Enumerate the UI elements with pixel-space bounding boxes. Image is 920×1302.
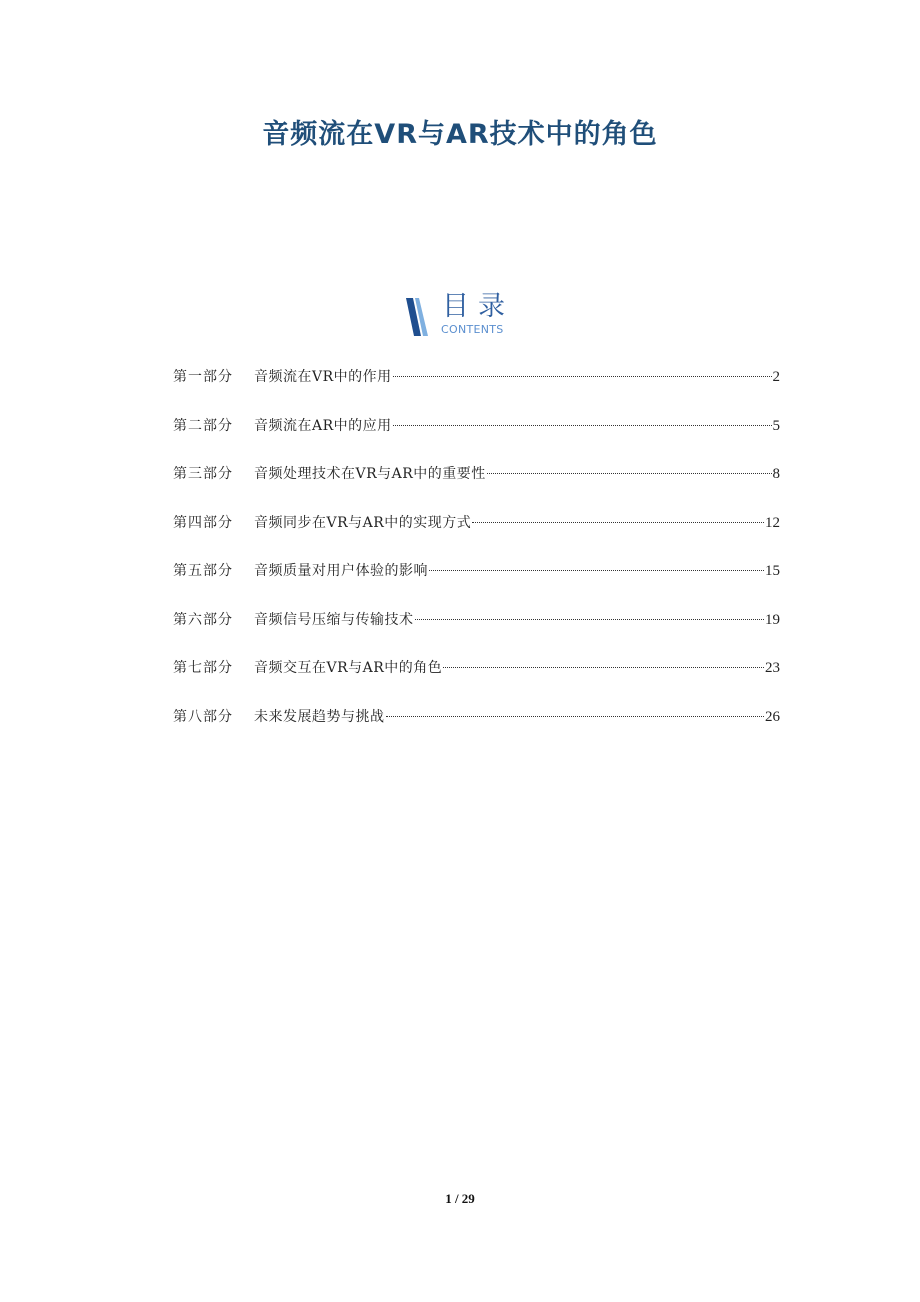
toc-entry-part: 第二部分 <box>173 417 233 434</box>
toc-entry-page: 8 <box>772 466 780 482</box>
toc-entry[interactable] <box>173 512 780 561</box>
toc-entry-page: 12 <box>765 514 780 531</box>
toc-entry-page: 2 <box>772 369 780 385</box>
toc-entry-title: 音频交互在VR与AR中的角色 <box>254 660 443 676</box>
toc-logo-icon <box>404 296 432 338</box>
toc-entry-part: 第六部分 <box>173 611 233 628</box>
toc-dot-leader <box>443 667 764 668</box>
toc-entry-page: 5 <box>772 417 780 434</box>
toc-entry-part: 第七部分 <box>173 660 233 676</box>
toc-entry-title: 未来发展趋势与挑战 <box>254 708 385 725</box>
toc-entry[interactable] <box>173 415 780 464</box>
toc-dot-leader <box>487 473 772 474</box>
toc-entry-title: 音频流在VR中的作用 <box>254 369 392 385</box>
toc-list <box>173 366 780 754</box>
toc-entry-title: 音频质量对用户体验的影响 <box>254 563 428 579</box>
toc-entry-page: 19 <box>765 611 780 628</box>
toc-entry-part: 第一部分 <box>173 369 233 385</box>
toc-dot-leader <box>386 716 765 717</box>
toc-entry[interactable] <box>173 657 780 706</box>
toc-header <box>404 292 534 340</box>
toc-entry[interactable] <box>173 706 780 755</box>
page-number: 1 / 29 <box>445 1191 475 1206</box>
toc-entry[interactable] <box>173 463 780 512</box>
toc-entry-title: 音频信号压缩与传输技术 <box>254 611 414 628</box>
toc-entry-part: 第五部分 <box>173 563 233 579</box>
toc-entry-title: 音频处理技术在VR与AR中的重要性 <box>254 466 486 482</box>
toc-entry-part: 第四部分 <box>173 514 233 531</box>
document-title: 音频流在VR与AR技术中的角色 <box>262 119 658 150</box>
toc-subheading: CONTENTS <box>441 323 504 336</box>
toc-dot-leader <box>415 619 765 620</box>
toc-heading: 目录 <box>442 291 514 322</box>
toc-entry[interactable] <box>173 560 780 609</box>
toc-entry-page: 26 <box>765 708 780 725</box>
toc-entry[interactable] <box>173 366 780 415</box>
toc-dot-leader <box>393 376 772 377</box>
toc-entry-title: 音频流在AR中的应用 <box>254 417 392 434</box>
toc-entry-part: 第八部分 <box>173 708 233 725</box>
toc-entry[interactable] <box>173 609 780 658</box>
toc-entry-part: 第三部分 <box>173 466 233 482</box>
toc-dot-leader <box>429 570 764 571</box>
toc-dot-leader <box>472 522 764 523</box>
toc-entry-page: 23 <box>765 660 780 676</box>
toc-dot-leader <box>393 425 772 426</box>
toc-entry-title: 音频同步在VR与AR中的实现方式 <box>254 514 472 531</box>
toc-entry-page: 15 <box>765 563 780 579</box>
